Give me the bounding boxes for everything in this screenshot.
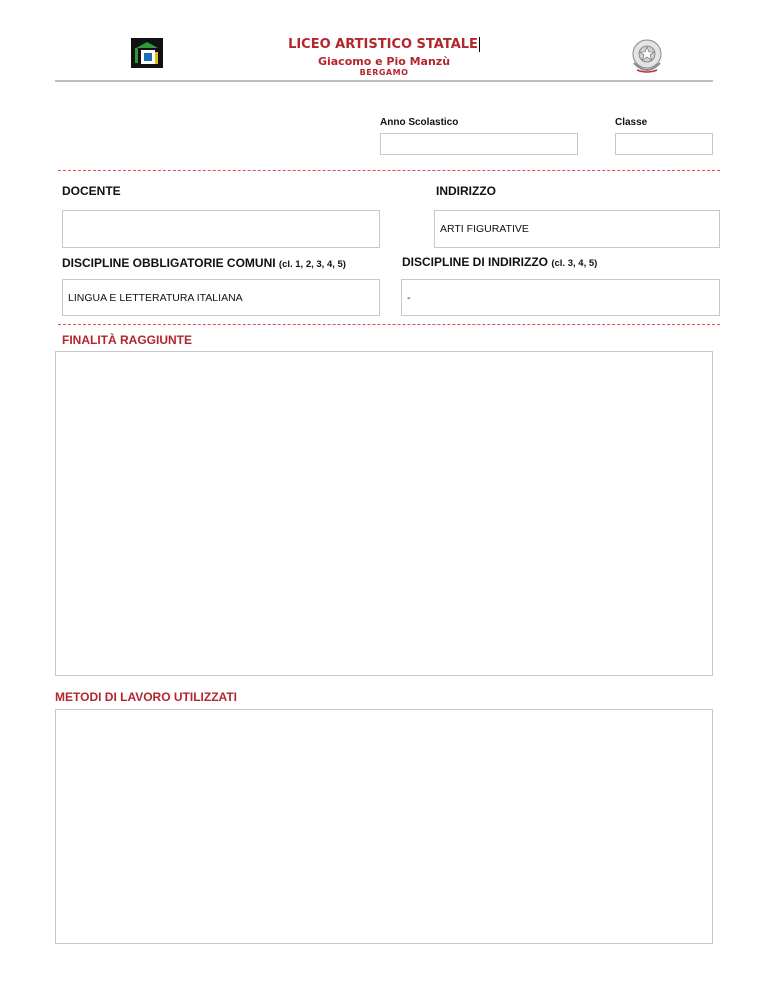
school-name: LICEO ARTISTICO STATALE bbox=[288, 37, 478, 52]
school-city: BERGAMO bbox=[359, 68, 409, 77]
discipline-comuni-field[interactable]: LINGUA E LETTERATURA ITALIANA bbox=[62, 279, 380, 316]
docente-label: DOCENTE bbox=[62, 184, 121, 198]
discipline-indirizzo-label: DISCIPLINE DI INDIRIZZO (cl. 3, 4, 5) bbox=[402, 255, 598, 269]
anno-scolastico-field[interactable] bbox=[380, 133, 578, 155]
finalita-section-title: FINALITÀ RAGGIUNTE bbox=[62, 333, 192, 347]
dashed-divider bbox=[58, 170, 720, 171]
discipline-indirizzo-field[interactable]: - bbox=[401, 279, 720, 316]
finalita-textarea[interactable] bbox=[55, 351, 713, 676]
classe-label: Classe bbox=[615, 117, 648, 128]
header-divider bbox=[55, 80, 713, 82]
metodi-section-title: METODI DI LAVORO UTILIZZATI bbox=[55, 690, 237, 704]
school-subtitle: Giacomo e Pio Manzù bbox=[317, 55, 451, 68]
republic-emblem-icon bbox=[630, 37, 664, 77]
classe-field[interactable] bbox=[615, 133, 713, 155]
text-cursor bbox=[479, 37, 480, 52]
indirizzo-field[interactable]: ARTI FIGURATIVE bbox=[434, 210, 720, 248]
docente-field[interactable] bbox=[62, 210, 380, 248]
discipline-comuni-label: DISCIPLINE OBBLIGATORIE COMUNI (cl. 1, 2, 3, 4, 5) bbox=[62, 256, 346, 270]
metodi-textarea[interactable] bbox=[55, 709, 713, 944]
dashed-divider bbox=[58, 324, 720, 325]
anno-scolastico-label: Anno Scolastico bbox=[380, 117, 459, 128]
indirizzo-label: INDIRIZZO bbox=[436, 184, 496, 198]
